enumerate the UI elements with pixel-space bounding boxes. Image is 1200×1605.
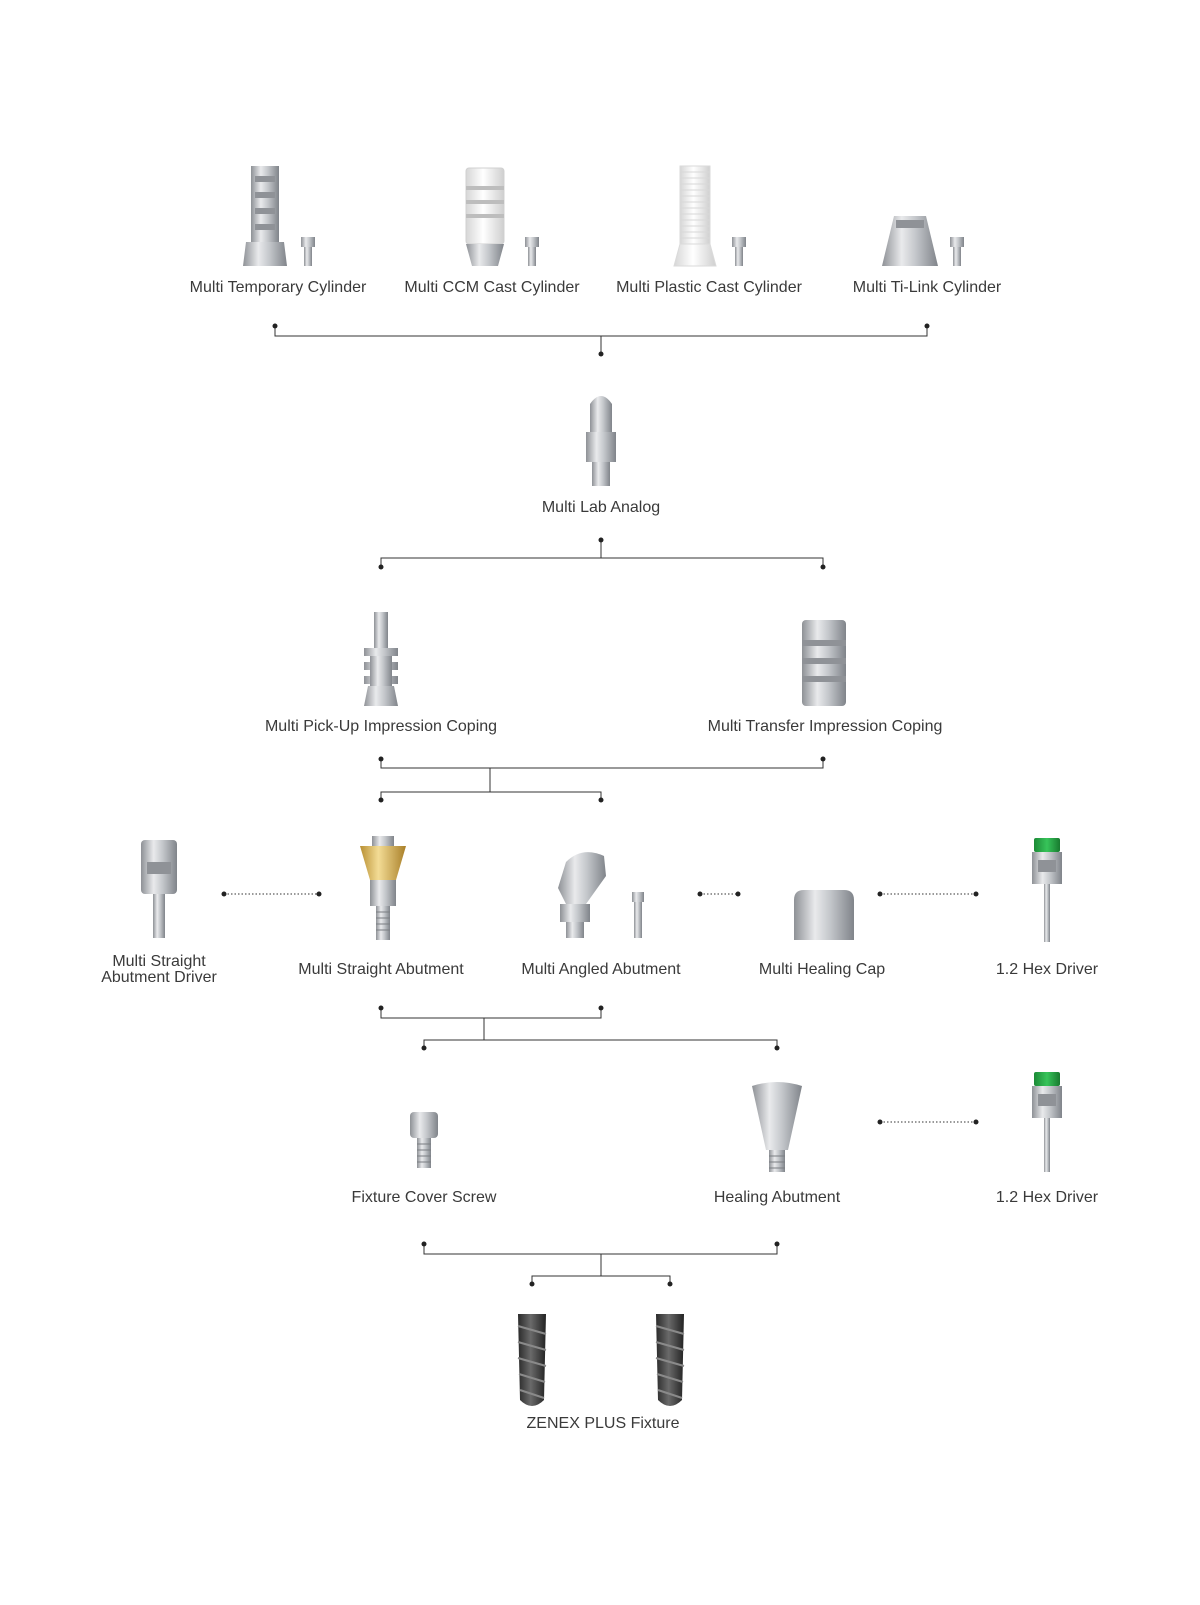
straight-abutment-driver-image [141,840,177,938]
healing-abutment-image [752,1082,802,1172]
label-lab-analog: Multi Lab Analog [541,499,661,516]
label-straight-abutment: Multi Straight Abutment [298,961,464,978]
healing-cap-image [794,890,854,940]
label-hex-driver-1: 1.2 Hex Driver [995,961,1099,978]
ccm-cast-cylinder-image [466,168,539,266]
label-ti-link-cylinder: Multi Ti-Link Cylinder [852,279,1002,296]
label-pickup-coping: Multi Pick-Up Impression Coping [264,718,498,735]
label-fixture-cover-screw: Fixture Cover Screw [351,1189,497,1206]
fixture-left-image [518,1314,546,1406]
hex-driver-1-image [1032,838,1062,942]
straight-abutment-image [360,836,406,940]
label-fixture: ZENEX PLUS Fixture [526,1415,680,1432]
plastic-cast-cylinder-image [674,166,746,266]
label-healing-cap: Multi Healing Cap [758,961,886,978]
label-transfer-coping: Multi Transfer Impression Coping [707,718,943,735]
label-plastic-cast-cylinder: Multi Plastic Cast Cylinder [616,279,802,296]
label-ccm-cast-cylinder: Multi CCM Cast Cylinder [404,279,580,296]
label-angled-abutment: Multi Angled Abutment [521,961,681,978]
fixture-right-image [656,1314,684,1406]
transfer-coping-image [802,620,846,706]
label-hex-driver-2: 1.2 Hex Driver [995,1189,1099,1206]
lab-analog-image [586,396,616,486]
label-straight-abutment-driver: Multi Straight Abutment Driver [101,953,217,986]
temporary-cylinder-image [243,166,315,266]
label-healing-abutment: Healing Abutment [713,1189,841,1206]
hex-driver-2-image [1032,1072,1062,1172]
fixture-cover-screw-image [410,1112,438,1168]
angled-abutment-image [558,852,644,938]
ti-link-cylinder-image [882,216,964,266]
pickup-coping-image [364,612,398,706]
label-temporary-cylinder: Multi Temporary Cylinder [189,279,367,296]
